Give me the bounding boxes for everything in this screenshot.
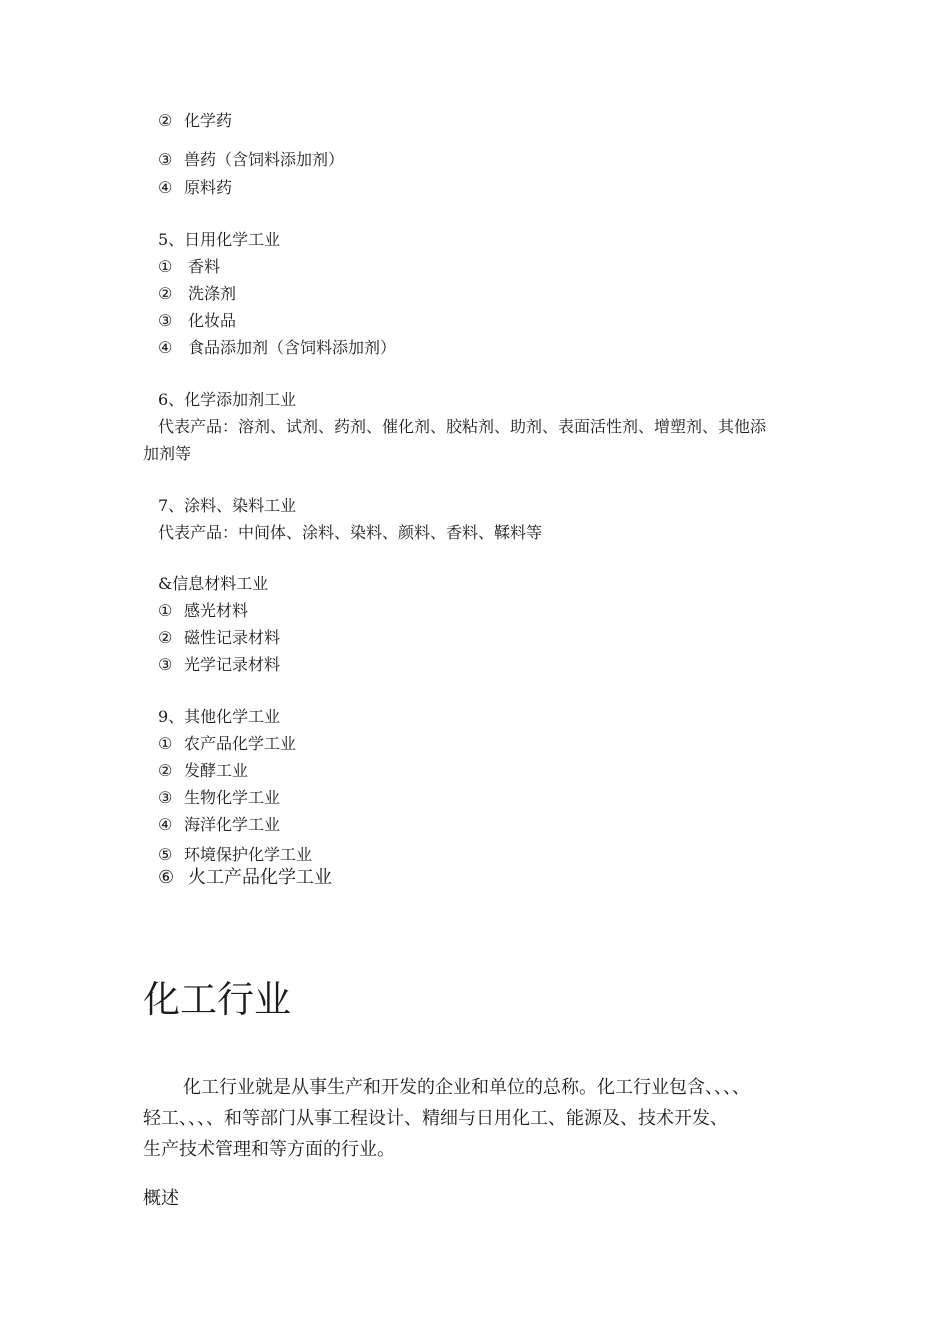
list-text: 感光材料	[184, 601, 249, 620]
list-text: 火工产品化学工业	[188, 867, 332, 888]
list-text: 洗涤剂	[188, 284, 237, 303]
list-item	[158, 178, 232, 198]
list-item	[158, 867, 332, 889]
list-text: 化学药	[184, 111, 233, 130]
list-marker: ②	[158, 628, 173, 647]
list-text: 食品添加剂（含饲料添加剂）	[188, 338, 397, 357]
section-text: 代表产品：溶剂、试剂、药剂、催化剂、胶粘剂、助剂、表面活性剂、增塑剂、其他添	[158, 417, 767, 436]
list-item	[158, 601, 248, 621]
list-text: 原料药	[184, 178, 233, 197]
list-marker: ④	[158, 178, 173, 197]
list-text: 农产品化学工业	[184, 734, 297, 753]
paragraph-line: 生产技术管理和等方面的行业。	[143, 1139, 395, 1160]
list-marker: ⑥	[158, 867, 175, 888]
list-marker: ③	[158, 788, 173, 807]
list-item	[158, 734, 296, 754]
list-item	[158, 655, 280, 675]
list-text: 光学记录材料	[184, 655, 281, 674]
section-text: 代表产品：中间体、涂料、染料、颜料、香料、鞣料等	[158, 523, 543, 542]
list-text: 香料	[188, 257, 221, 276]
section-title: &信息材料工业	[158, 574, 269, 593]
list-marker: ③	[158, 655, 173, 674]
article-subheading: 概述	[143, 1188, 179, 1209]
list-marker: ②	[158, 284, 173, 303]
list-item	[158, 338, 396, 358]
list-item	[158, 311, 236, 331]
article-heading: 化工行业	[143, 978, 291, 1021]
list-marker: ②	[158, 111, 173, 130]
list-marker: ②	[158, 761, 173, 780]
list-marker: ④	[158, 815, 173, 834]
list-marker: ③	[158, 311, 173, 330]
paragraph-line: 轻工、、、、和等部门从事工程设计、精细与日用化工、能源及、技术开发、	[143, 1108, 728, 1129]
list-text: 环境保护化学工业	[184, 845, 313, 864]
list-item	[158, 150, 344, 170]
list-marker: ①	[158, 601, 173, 620]
list-marker: ①	[158, 734, 173, 753]
list-item	[158, 284, 236, 304]
section-title: 7、涂料、染料工业	[158, 496, 297, 515]
section-title: 5、日用化学工业	[158, 230, 281, 249]
section-title: 6、化学添加剂工业	[158, 390, 297, 409]
list-item	[158, 257, 220, 277]
list-item	[158, 761, 248, 781]
list-item	[158, 111, 232, 131]
list-text: 兽药（含饲料添加剂）	[184, 150, 345, 169]
list-item	[158, 628, 280, 648]
article-paragraph	[143, 1072, 823, 1165]
list-item	[158, 788, 280, 808]
list-text: 生物化学工业	[184, 788, 281, 807]
paragraph-line: 化工行业就是从事生产和开发的企业和单位的总称。化工行业包含、、、、	[183, 1077, 750, 1098]
list-marker: ①	[158, 257, 173, 276]
list-marker: ④	[158, 338, 173, 357]
list-item	[158, 845, 312, 865]
list-text: 磁性记录材料	[184, 628, 281, 647]
list-item	[158, 815, 280, 835]
list-marker: ③	[158, 150, 173, 169]
list-text: 海洋化学工业	[184, 815, 281, 834]
list-text: 化妆品	[188, 311, 237, 330]
section-title: 9、其他化学工业	[158, 707, 281, 726]
list-marker: ⑤	[158, 845, 173, 864]
list-text: 发酵工业	[184, 761, 249, 780]
section-text: 加剂等	[143, 444, 192, 463]
